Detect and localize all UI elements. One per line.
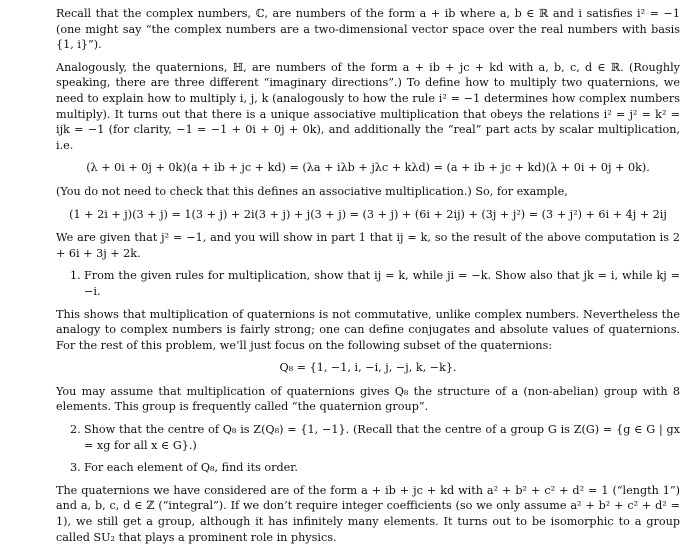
example-intro: (You do not need to check that this defines an associative multiplication.) So, for example,	[56, 184, 568, 198]
example-computation-equation: (1 + 2i + j)(3 + j) = 1(3 + j) + 2i(3 + j) + j(3 + j) = (3 + j) + (6i + 2ij) + (3j + j²) = (3 + j²) + 6i + 4j + 2ij	[69, 207, 667, 221]
intro-complex-numbers: Recall that the complex numbers, ℂ, are numbers of the form a + ib where a, b ∈ ℝ and i satisfies i² = −1 (one might say “the complex numbers are a two-dimensional vector space over the real numbers with basis {1, i}”).	[56, 7, 680, 52]
question-2-text: Show that the centre of Q₈ is Z(Q₈) = {1, −1}. (Recall that the centre of a group G is Z(G) = {g ∈ G | gx = xg for all x ∈ G}.)	[84, 423, 680, 452]
scalar-multiplication-equation: (λ + 0i + 0j + 0k)(a + ib + jc + kd) = (λa + iλb + jλc + kλd) = (a + ib + jc + kd)(λ + 0i + 0j + 0k).	[86, 161, 650, 175]
su2-closing-paragraph: The quaternions we have considered are of the form a + ib + jc + kd with a² + b² + c² + d² = 1 (“length 1”) and a, b, c, d ∈ ℤ (“integral”). If we don’t require integer coefficients (so we only assume a² + b² + c² + d² = 1), we still get a group, although it has infinitely many elements. It turns out to be isomorphic to a group called SU₂ that plays a prominent role in physics.	[56, 483, 680, 544]
question-list-part-2	[70, 422, 680, 476]
question-2	[70, 422, 680, 453]
non-commutative-note: This shows that multiplication of quaternions is not commutative, unlike complex numbers. Nevertheless the analogy to complex numbers is fairly strong; one can define conjugates and absolute values of quaternions. For the rest of this problem, we’ll just focus on the following subset of the quaternions:	[56, 307, 680, 352]
q8-set-equation: Q₈ = {1, −1, i, −i, j, −j, k, −k}.	[279, 361, 457, 375]
example-result: We are given that j² = −1, and you will show in part 1 that ij = k, so the result of the above computation is 2 + 6i + 3j + 2k.	[56, 231, 680, 260]
question-2-number: 2.	[70, 423, 81, 437]
question-list-part-1	[70, 268, 680, 299]
question-1	[70, 268, 680, 299]
question-1-text: From the given rules for multiplication, show that ij = k, while ji = −k. Show also that jk = i, while kj = −i.	[84, 269, 680, 298]
question-3	[70, 460, 680, 476]
question-3-text: For each element of Q₈, find its order.	[84, 461, 298, 475]
question-1-number: 1.	[70, 269, 81, 283]
quaternion-group-note: You may assume that multiplication of quaternions gives Q₈ the structure of a (non-abelian) group with 8 elements. This group is frequently called “the quaternion group”.	[56, 384, 680, 414]
question-3-number: 3.	[70, 461, 81, 475]
quaternions-definition: Analogously, the quaternions, ℍ, are numbers of the form a + ib + jc + kd with a, b, c, d ∈ ℝ. (Roughly speaking, there are three different “imaginary directions”.) To define how to multiply two quaternions, we need to explain how to multiply i, j, k (analogously to how the rule i² = −1 determines how complex numbers multiply). It turns out that there is a unique associative multiplication that obeys the relations i² = j² = k² = ijk = −1 (for clarity, −1 = −1 + 0i + 0j + 0k), and additionally the “real” part acts by scalar multiplication, i.e.	[56, 60, 680, 152]
